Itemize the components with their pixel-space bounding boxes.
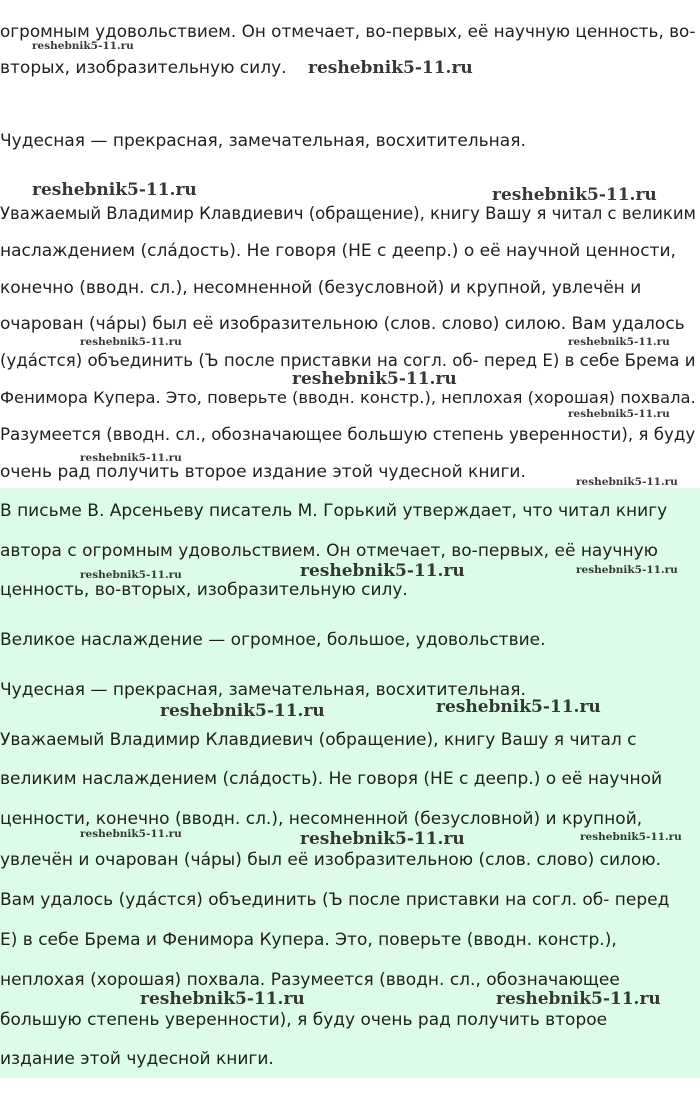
- text-line: большую степень уверенности), я буду очень рад получить второе: [0, 1010, 608, 1030]
- watermark: reshebnik5-11.ru: [300, 829, 465, 849]
- text-line: автора с огромным удовольствием. Он отмечает, во-первых, её научную: [0, 541, 658, 561]
- text-line: Чудесная — прекрасная, замечательная, восхитительная.: [0, 680, 526, 700]
- watermark: reshebnik5-11.ru: [140, 989, 305, 1009]
- watermark: reshebnik5-11.ru: [492, 185, 657, 205]
- watermark: reshebnik5-11.ru: [160, 701, 325, 721]
- text-line: великим наслаждением (сла́дость). Не говоря (НЕ с деепр.) о её научной: [0, 769, 663, 789]
- watermark: reshebnik5-11.ru: [568, 336, 670, 348]
- watermark: reshebnik5-11.ru: [568, 408, 670, 420]
- text-line: неплохая (хорошая) похвала. Разумеется (вводн. сл., обозначающее: [0, 970, 620, 990]
- text-line: очень рад получить второе издание этой чудесной книги.: [0, 462, 526, 482]
- watermark: reshebnik5-11.ru: [32, 180, 197, 200]
- watermark: reshebnik5-11.ru: [80, 828, 182, 840]
- text-line: Чудесная — прекрасная, замечательная, восхитительная.: [0, 131, 526, 151]
- watermark: reshebnik5-11.ru: [300, 561, 465, 581]
- text-line: увлечён и очарован (ча́ры) был её изобразительною (слов. слово) силою.: [0, 850, 661, 870]
- watermark: reshebnik5-11.ru: [80, 336, 182, 348]
- text-line: Вам удалось (уда́стся) объединить (Ъ после приставки на согл. об- перед: [0, 890, 670, 910]
- text-line: вторых, изобразительную силу.: [0, 58, 287, 78]
- text-line: В письме В. Арсеньеву писатель М. Горький утверждает, что читал книгу: [0, 501, 668, 521]
- text-line: (уда́стся) объединить (Ъ после приставки на согл. об- перед Е) в себе Брема и: [0, 351, 696, 370]
- watermark: reshebnik5-11.ru: [80, 569, 182, 581]
- watermark: reshebnik5-11.ru: [580, 831, 682, 843]
- text-line: издание этой чудесной книги.: [0, 1049, 274, 1069]
- watermark: reshebnik5-11.ru: [496, 989, 661, 1009]
- watermark: reshebnik5-11.ru: [308, 58, 473, 78]
- watermark: reshebnik5-11.ru: [80, 452, 182, 464]
- text-line: конечно (вводн. сл.), несомненной (безусловной) и крупной, увлечён и: [0, 278, 642, 298]
- text-line: Великое наслаждение — огромное, большое, удовольствие.: [0, 630, 546, 650]
- watermark: reshebnik5-11.ru: [436, 697, 601, 717]
- watermark: reshebnik5-11.ru: [292, 369, 457, 389]
- text-line: ценность, во-вторых, изобразительную силу.: [0, 580, 408, 600]
- watermark: reshebnik5-11.ru: [576, 476, 678, 488]
- text-line: Уважаемый Владимир Клавдиевич (обращение), книгу Вашу я читал с великим: [0, 204, 696, 223]
- text-line: очарован (ча́ры) был её изобразительною (слов. слово) силою. Вам удалось: [0, 314, 685, 334]
- text-line: огромным удовольствием. Он отмечает, во-первых, её научную ценность, во-: [0, 21, 696, 41]
- text-line: ценности, конечно (вводн. сл.), несомненной (безусловной) и крупной,: [0, 809, 643, 829]
- watermark: reshebnik5-11.ru: [576, 564, 678, 576]
- text-line: Уважаемый Владимир Клавдиевич (обращение), книгу Вашу я читал с: [0, 730, 637, 750]
- text-line: Фенимора Купера. Это, поверьте (вводн. констр.), неплохая (хорошая) похвала.: [0, 388, 696, 407]
- text-line: Разумеется (вводн. сл., обозначающее большую степень уверенности), я буду: [0, 425, 696, 444]
- text-line: Е) в себе Брема и Фенимора Купера. Это, поверьте (вводн. констр.),: [0, 930, 617, 950]
- watermark: reshebnik5-11.ru: [32, 40, 134, 52]
- text-line: наслаждением (сла́дость). Не говоря (НЕ с деепр.) о её научной ценности,: [0, 241, 676, 261]
